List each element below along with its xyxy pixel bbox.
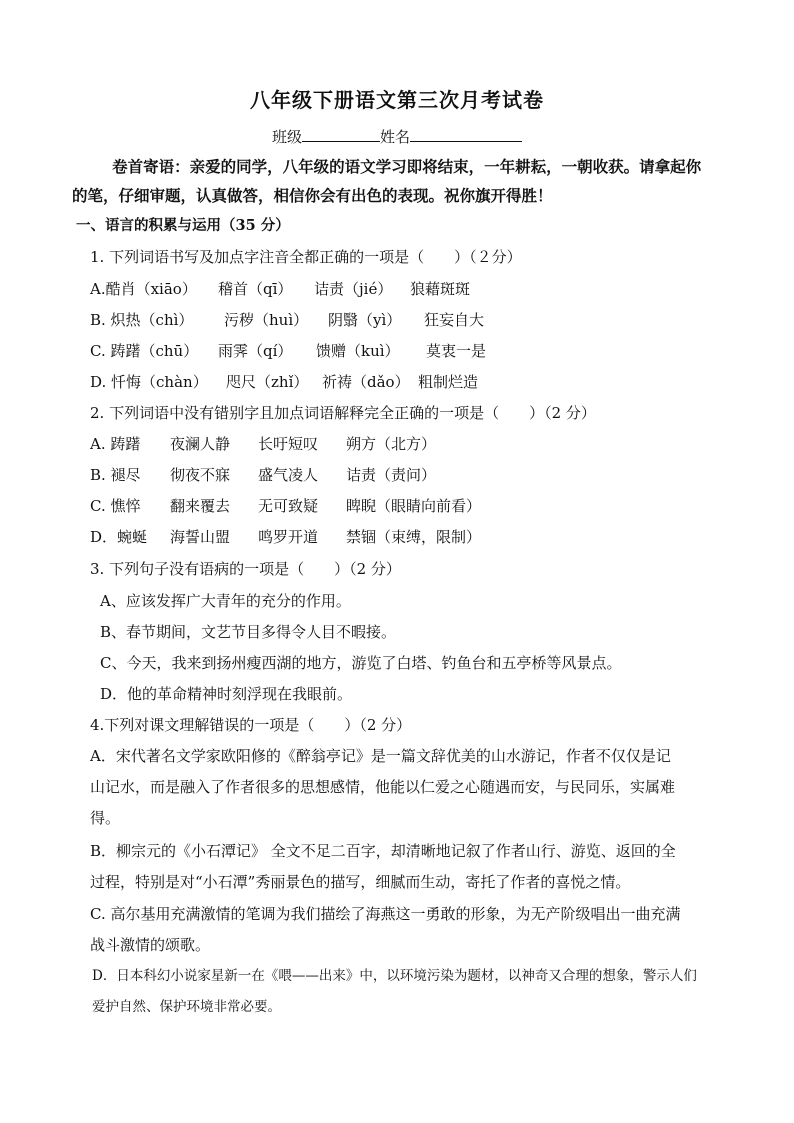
q1-a-word-3: 诘责（jié） — [314, 280, 393, 298]
q1-a-word-4: 狼藉斑斑 — [410, 280, 471, 298]
student-info-line — [0, 126, 794, 147]
q3-option-b[interactable]: B、春节期间，文艺节目多得令人目不暇接。 — [100, 623, 397, 641]
q4-option-c[interactable] — [90, 899, 720, 961]
q1-d-word-4: 粗制烂造 — [418, 373, 479, 391]
q2-c-word-1: C. 憔悴 — [90, 497, 141, 515]
q1-d-word-1: D. 忏悔（chàn） — [90, 373, 208, 391]
q1-a-word-2: 稽首（qī） — [218, 280, 293, 298]
q1-b-word-2: 污秽（huì） — [224, 311, 309, 329]
q2-d-word-4: 禁锢（束缚，限制） — [346, 528, 482, 546]
q2-c-word-4: 睥睨（眼睛向前看） — [346, 497, 482, 515]
name-blank[interactable] — [410, 127, 522, 142]
q1-a-word-1: A.酷肖（xiāo） — [90, 280, 197, 298]
q1-c-word-1: C. 踌躇（chū） — [90, 342, 199, 360]
q2-option-a[interactable] — [90, 434, 436, 454]
preface — [72, 152, 722, 210]
q2-d-word-1: D．蜿蜒 — [90, 528, 148, 546]
exam-title: 八年级下册语文第三次月考试卷 — [250, 88, 544, 112]
q1-c-word-2: 雨霁（qí） — [218, 342, 293, 360]
preface-line-2: 的笔，仔细审题，认真做答，相信你会有出色的表现。祝你旗开得胜！ — [72, 186, 553, 205]
q2-stem: 2. 下列词语中没有错别字且加点词语解释完全正确的一项是（ ）（2 分） — [90, 404, 596, 422]
q1-option-b[interactable] — [90, 310, 484, 330]
q1-stem: 1. 下列词语书写及加点字注音全都正确的一项是（ ）（２分） — [90, 248, 522, 266]
q4-a-line-2: 山记水，而是融入了作者很多的思想感情，他能以仁爱之心随遇而安，与民同乐，实属难 — [90, 778, 676, 796]
q1-b-word-1: B. 炽热（chì） — [90, 311, 194, 329]
q1-c-word-3: 馈赠（kuì） — [316, 342, 400, 360]
q2-b-word-4: 诘责（责问） — [346, 466, 437, 484]
q2-b-word-1: B. 褪尽 — [90, 466, 141, 484]
q1-c-word-4: 莫衷一是 — [426, 342, 487, 360]
name-label: 姓名 — [380, 128, 411, 146]
q3-stem: 3. 下列句子没有语病的一项是（ ）（2 分） — [90, 560, 401, 578]
q2-b-word-2: 彻夜不寐 — [170, 466, 231, 484]
q4-c-line-2: 战斗激情的颂歌。 — [90, 936, 211, 954]
q4-option-a[interactable] — [90, 741, 720, 834]
q2-a-word-4: 朔方（北方） — [346, 435, 437, 453]
q2-b-word-3: 盛气凌人 — [258, 466, 319, 484]
q4-c-line-1: C. 高尔基用充满激情的笔调为我们描绘了海燕这一勇敢的形象，为无产阶级唱出一曲充满 — [90, 905, 681, 923]
q2-a-word-2: 夜澜人静 — [170, 435, 231, 453]
q2-d-word-2: 海誓山盟 — [170, 528, 231, 546]
q4-d-line-1: D．日本科幻小说家星新一在《喂——出来》中，以环境污染为题材，以神奇又合理的想象，警示人们 — [92, 968, 697, 984]
section-heading: 一、语言的积累与运用（35 分） — [76, 217, 290, 234]
q2-d-word-3: 鸣罗开道 — [258, 528, 319, 546]
q3-option-c[interactable]: C、今天，我来到扬州瘦西湖的地方，游览了白塔、钓鱼台和五亭桥等风景点。 — [100, 654, 622, 672]
q1-option-a[interactable] — [90, 279, 470, 299]
q2-option-b[interactable] — [90, 465, 436, 485]
q3-option-a[interactable]: A、应该发挥广大青年的充分的作用。 — [100, 592, 351, 610]
class-blank[interactable] — [302, 127, 380, 142]
q4-a-line-1: A．宋代著名文学家欧阳修的《醉翁亭记》是一篇文辞优美的山水游记，作者不仅仅是记 — [90, 747, 671, 765]
q4-a-line-3: 得。 — [90, 809, 121, 827]
q4-option-d[interactable] — [92, 961, 732, 1023]
q4-d-line-2: 爱护自然、保护环境非常必要。 — [92, 999, 281, 1015]
q2-option-c[interactable] — [90, 496, 481, 516]
q1-option-d[interactable] — [90, 372, 478, 392]
q4-b-line-1: B．柳宗元的《小石潭记》 全文不足二百字，却清晰地记叙了作者山行、游览、返回的全 — [90, 842, 676, 860]
q4-option-b[interactable] — [90, 836, 720, 898]
q2-c-word-2: 翻来覆去 — [170, 497, 231, 515]
q2-c-word-3: 无可致疑 — [258, 497, 319, 515]
q2-a-word-3: 长吁短叹 — [258, 435, 319, 453]
q4-b-line-2: 过程，特别是对“小石潭”秀丽景色的描写，细腻而生动，寄托了作者的喜悦之情。 — [90, 873, 631, 891]
q1-b-word-4: 狂妄自大 — [424, 311, 485, 329]
q3-option-d[interactable]: D．他的革命精神时刻浮现在我眼前。 — [100, 685, 353, 703]
q1-option-c[interactable] — [90, 341, 486, 361]
q4-stem: 4.下列对课文理解错误的一项是（ ）（2 分） — [90, 716, 412, 734]
q1-d-word-3: 祈祷（dǎo） — [322, 373, 410, 391]
q1-d-word-2: 咫尺（zhǐ） — [226, 373, 309, 391]
q2-option-d[interactable] — [90, 527, 481, 547]
class-label: 班级 — [271, 128, 302, 146]
preface-line-1: 卷首寄语：亲爱的同学，八年级的语文学习即将结束，一年耕耘，一朝收获。请拿起你 — [112, 157, 702, 176]
q1-b-word-3: 阴翳（yì） — [328, 311, 402, 329]
q2-a-word-1: A. 踌躇 — [90, 435, 141, 453]
